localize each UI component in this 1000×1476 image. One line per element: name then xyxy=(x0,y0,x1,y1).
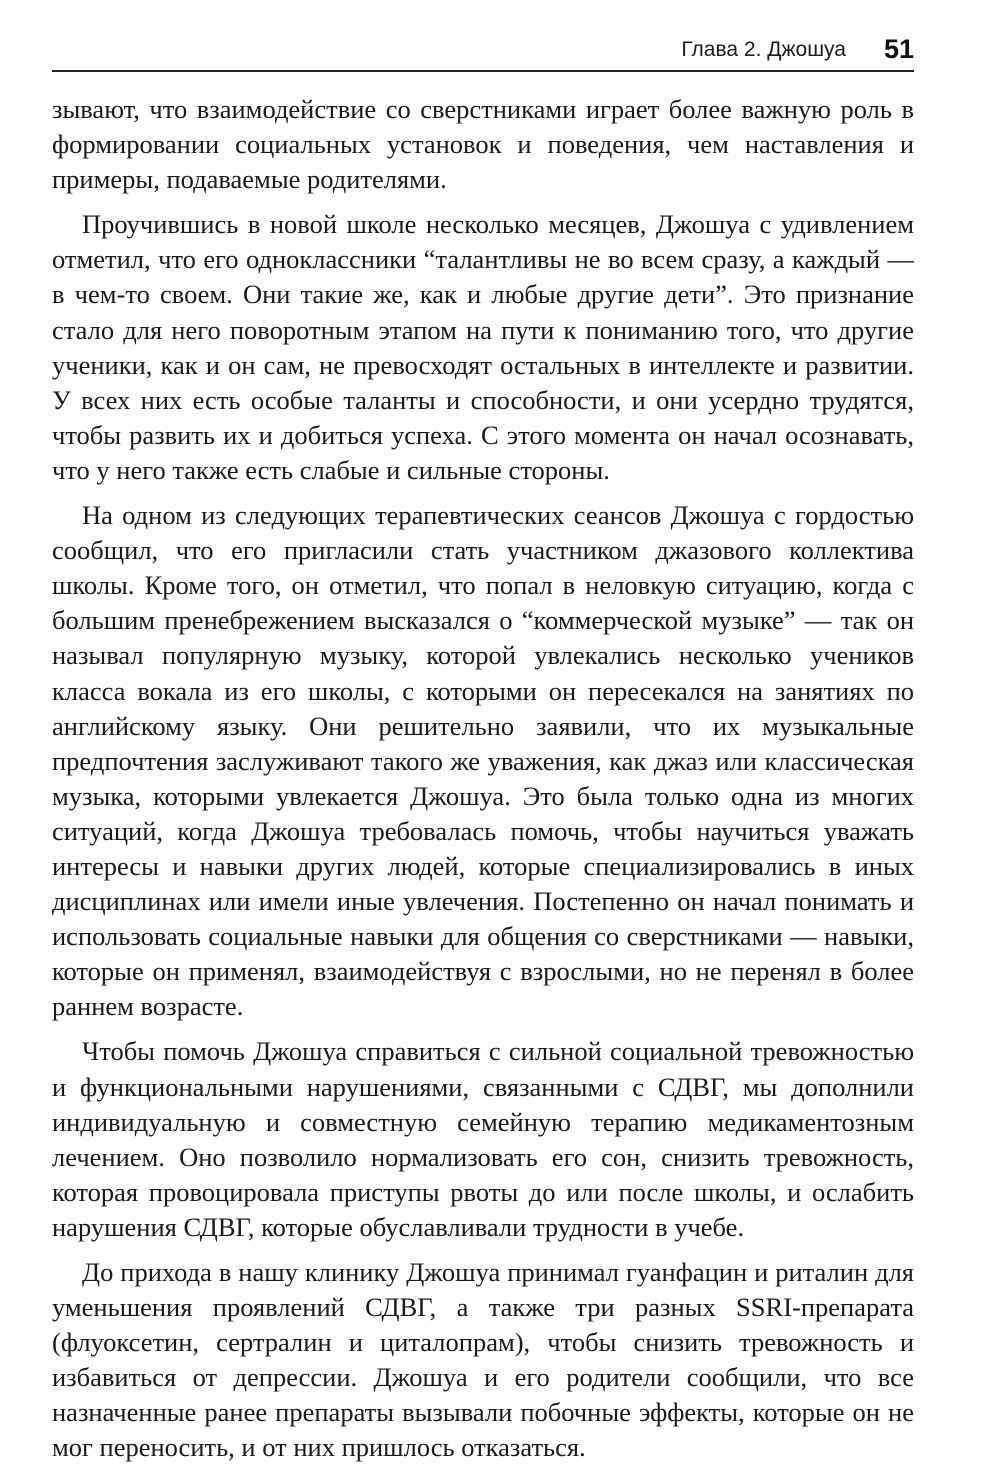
paragraph-3: На одном из следующих терапевтических сеансов Джошуа с гордостью сообщил, что его пригласили стать участником джазового коллектива школы. Кроме того, он отметил, что попал в неловкую ситуацию, когда с большим пренебрежением высказался о “коммерческой музыке” — так он называл популярную музыку, которой увлекались несколько учеников класса вокала из его школы, с которыми он пересекался на занятиях по английскому языку. Они решительно заявили, что их музыкальные предпочтения заслуживают такого же уважения, как джаз или классическая музыка, которыми увлекается Джошуа. Это была только одна из многих ситуаций, когда Джошуа требовалась помочь, чтобы научиться уважать интересы и навыки других людей, которые специализировались в иных дисциплинах или имели иные увлечения. Постепенно он начал понимать и использовать социальные навыки для общения со сверстниками — навыки, которые он применял, взаимодействуя с взрослыми, но не перенял в более раннем возрасте. xyxy=(52,500,914,1022)
paragraph-2: Проучившись в новой школе несколько месяцев, Джошуа с удивлением отметил, что его одноклассники “талантливы не во всем сразу, а каждый — в чем-то своем. Они такие же, как и любые другие дети”. Это признание стало для него поворотным этапом на пути к пониманию того, что другие ученики, как и он сам, не превосходят остальных в интеллекте и развитии. У всех них есть особые таланты и способности, и они усердно трудятся, чтобы развить их и добиться успеха. С этого момента он начал осознавать, что у него также есть слабые и сильные стороны. xyxy=(52,209,914,485)
page-number: 51 xyxy=(883,34,914,64)
paragraph-1: зывают, что взаимодействие со сверстниками играет более важную роль в формировании социальных установок и поведения, чем наставления и примеры, подаваемые родителями. xyxy=(52,94,914,195)
chapter-title: Глава 2. Джошуа xyxy=(681,38,846,61)
body-text xyxy=(52,92,914,1476)
paragraph-5: До прихода в нашу клинику Джошуа принимал гуанфацин и риталин для уменьшения проявлений СДВГ, а также три разных SSRI-препарата (флуоксетин, сертралин и циталопрам), чтобы снизить тревожность и избавиться от депрессии. Джошуа и его родители сообщили, что все назначенные ранее препараты вызывали побочные эффекты, которые он не мог переносить, и от них пришлось отказаться. xyxy=(52,1257,914,1463)
paragraph-4: Чтобы помочь Джошуа справиться с сильной социальной тревожностью и функциональными нарушениями, связанными с СДВГ, мы дополнили индивидуальную и совместную семейную терапию медикаментозным лечением. Оно позволило нормализовать его сон, снизить тревожность, которая провоцировала приступы рвоты до или после школы, и ослабить нарушения СДВГ, которые обуславливали трудности в учебе. xyxy=(52,1036,914,1242)
running-head xyxy=(52,36,914,72)
